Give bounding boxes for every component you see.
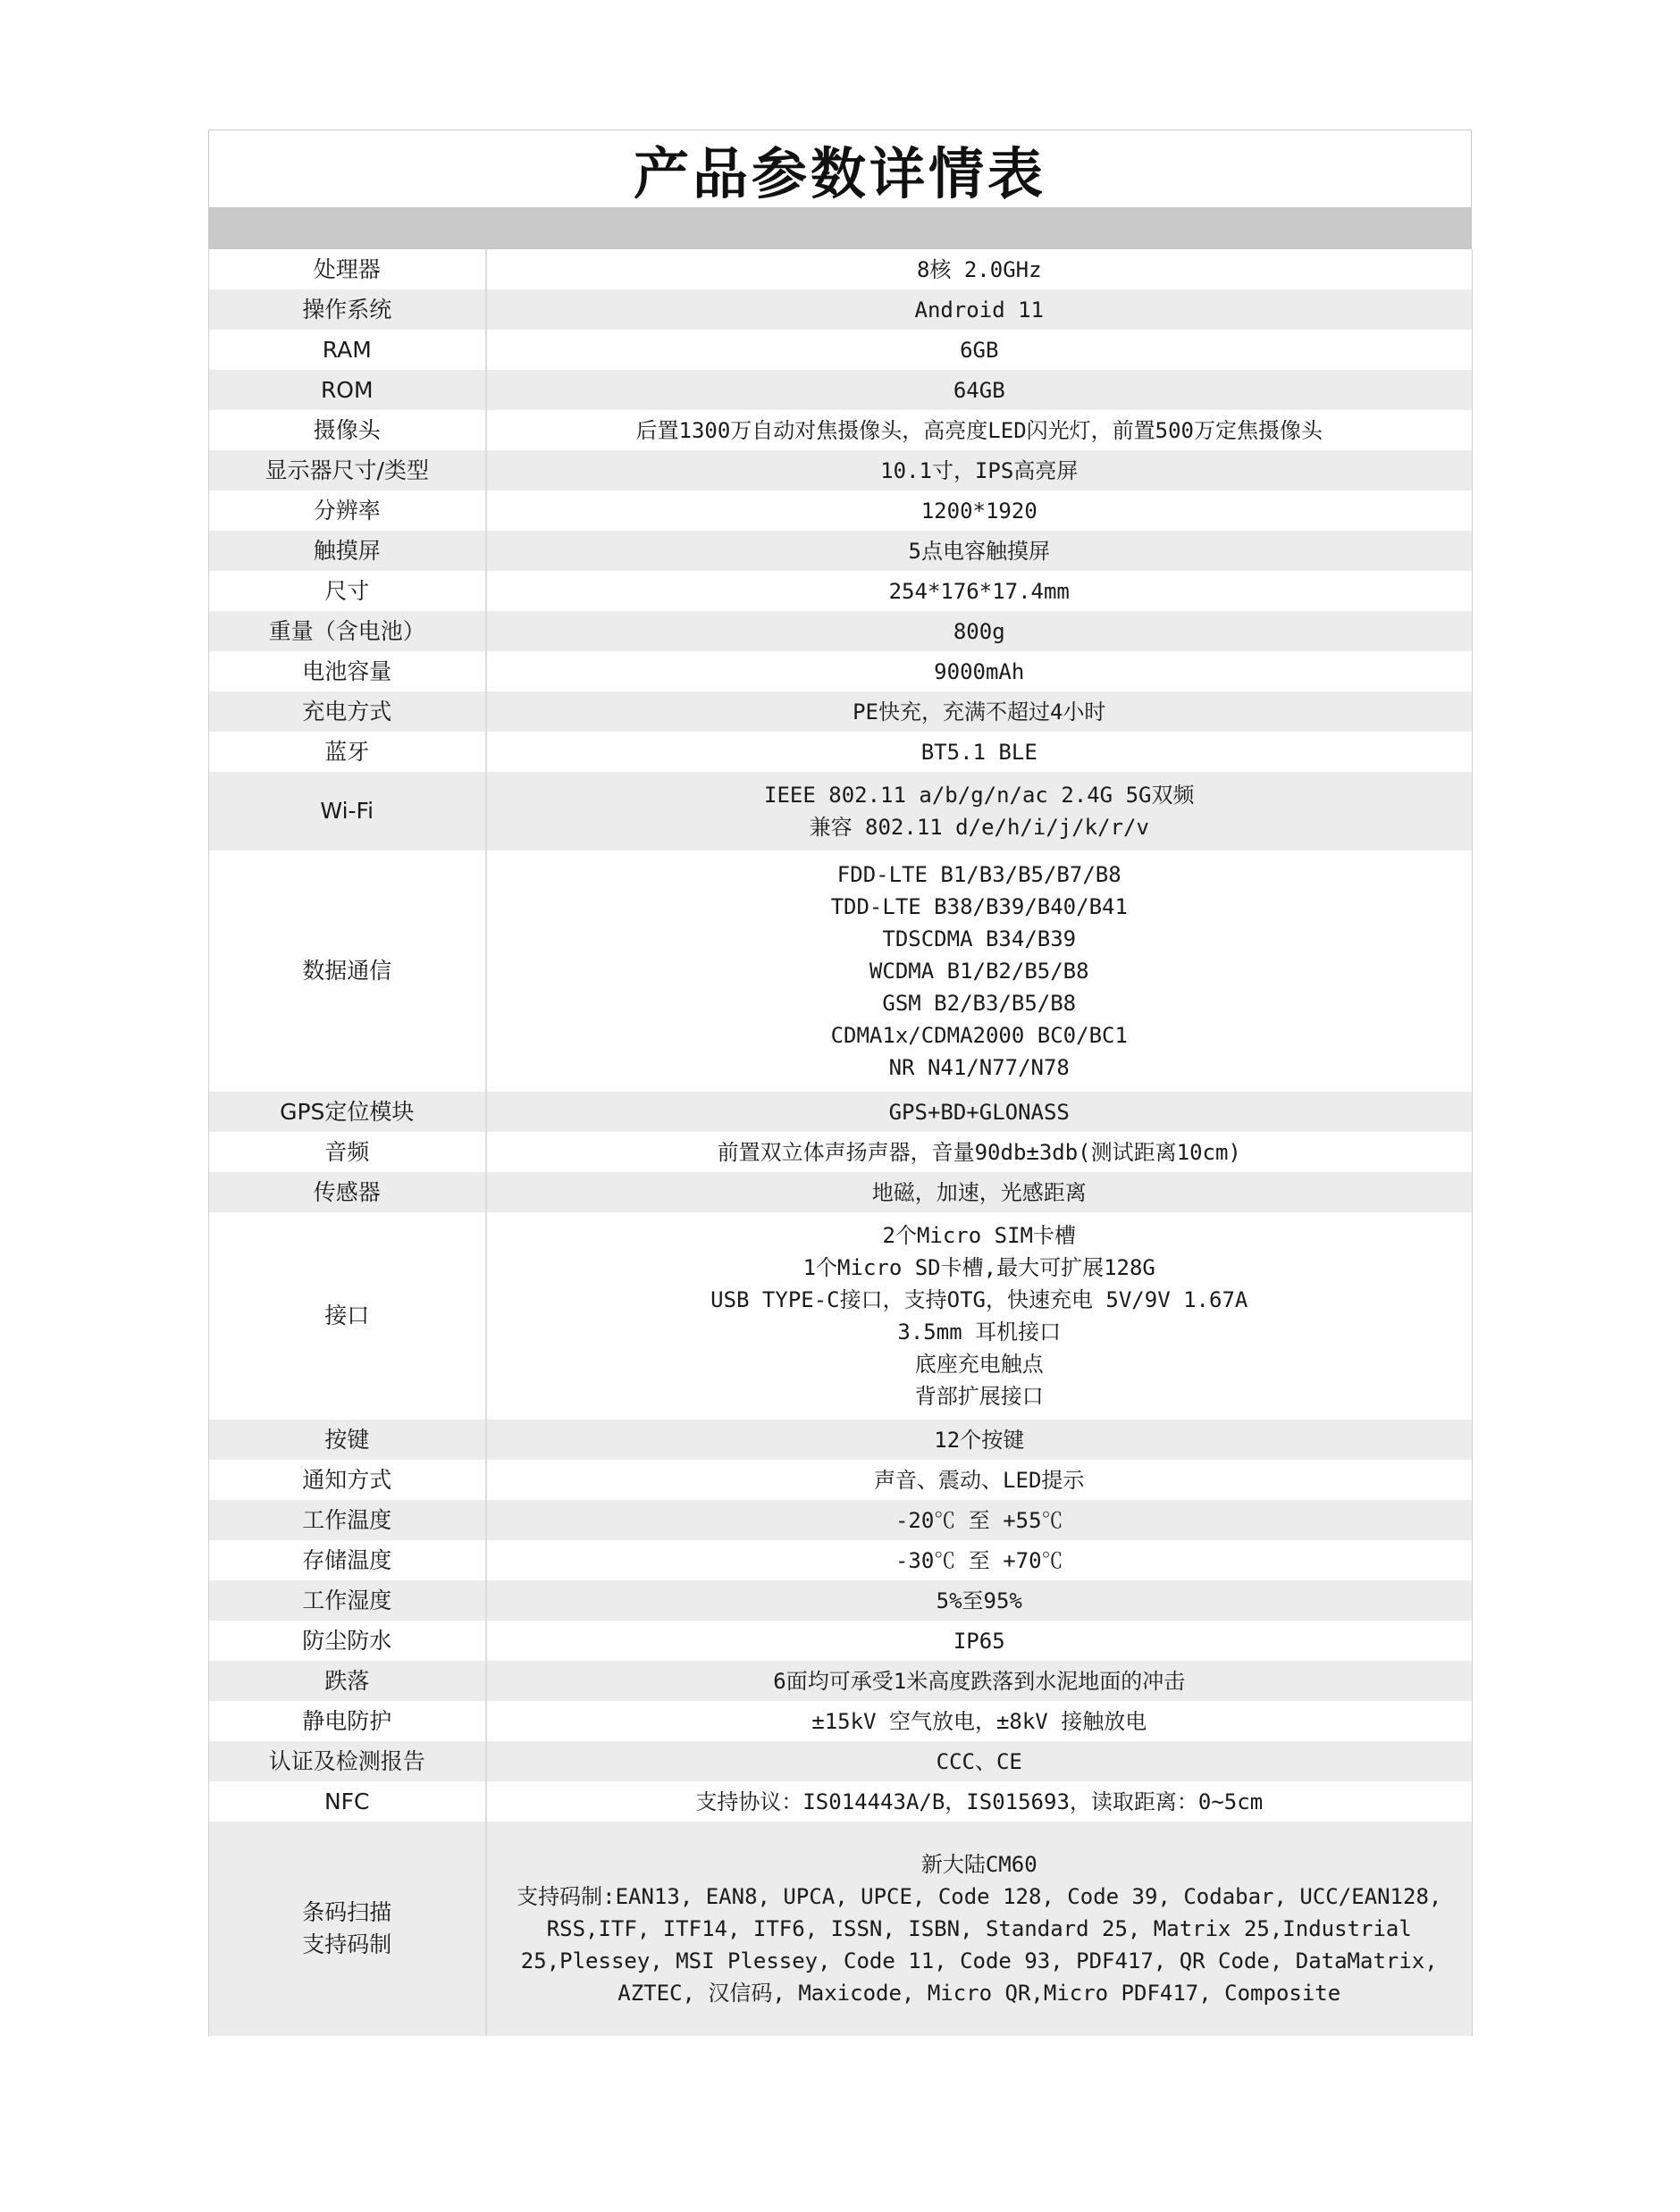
row-value-line: 声音、震动、LED提示 — [874, 1467, 1085, 1493]
row-label: 处理器 — [209, 249, 486, 289]
table-row — [209, 330, 1473, 370]
row-value-line: 254*176*17.4mm — [888, 578, 1070, 604]
row-value-line: TDD-LTE B38/B39/B40/B41 — [830, 894, 1128, 919]
row-value-line: 前置双立体声扬声器，音量90db±3db(测试距离10cm) — [717, 1139, 1241, 1165]
row-value-line: 新大陆CM60 — [920, 1852, 1037, 1877]
row-value-line: IP65 — [953, 1628, 1005, 1654]
row-value-line: -20℃ 至 +55℃ — [895, 1507, 1063, 1533]
row-label-line: 支持码制 — [302, 1931, 392, 1957]
table-row — [209, 1092, 1473, 1132]
row-label: RAM — [209, 330, 486, 370]
table-row — [209, 1701, 1473, 1741]
row-value — [486, 611, 1473, 651]
row-value — [486, 1621, 1473, 1661]
row-value — [486, 850, 1473, 1092]
row-label: 操作系统 — [209, 289, 486, 330]
row-label: 数据通信 — [209, 850, 486, 1092]
row-value — [486, 289, 1473, 330]
row-value-line: CDMA1x/CDMA2000 BC0/BC1 — [830, 1023, 1128, 1048]
row-value-line: 后置1300万自动对焦摄像头，高亮度LED闪光灯，前置500万定焦摄像头 — [635, 417, 1323, 443]
table-row — [209, 1822, 1473, 2036]
row-value-line: IEEE 802.11 a/b/g/n/ac 2.4G 5G双频 — [764, 783, 1195, 808]
table-row — [209, 370, 1473, 410]
row-value — [486, 490, 1473, 531]
row-value-line: NR N41/N77/N78 — [888, 1055, 1070, 1080]
row-label: 摄像头 — [209, 410, 486, 450]
table-row — [209, 611, 1473, 651]
row-label: 充电方式 — [209, 691, 486, 732]
row-value-line: Android 11 — [914, 297, 1044, 323]
row-value-line: 支持协议：IS014443A/B，IS015693，读取距离：0~5cm — [695, 1789, 1264, 1814]
row-value — [486, 1822, 1473, 2036]
row-value — [486, 691, 1473, 732]
table-row — [209, 850, 1473, 1092]
row-value — [486, 1132, 1473, 1172]
row-value-line: GPS+BD+GLONASS — [888, 1099, 1070, 1125]
row-value — [486, 1540, 1473, 1580]
spec-table — [208, 249, 1473, 2036]
row-value-line: 800g — [953, 618, 1005, 644]
row-value-line: 背部扩展接口 — [914, 1384, 1044, 1409]
row-value-line: 6面均可承受1米高度跌落到水泥地面的冲击 — [773, 1668, 1186, 1694]
row-value-line: 1200*1920 — [920, 498, 1037, 524]
row-label: 蓝牙 — [209, 732, 486, 772]
row-label: 传感器 — [209, 1172, 486, 1212]
row-value-line: 兼容 802.11 d/e/h/i/j/k/r/v — [809, 815, 1149, 840]
row-label: 通知方式 — [209, 1460, 486, 1500]
table-row — [209, 571, 1473, 611]
row-value-line: ±15kV 空气放电，±8kV 接触放电 — [811, 1708, 1147, 1734]
row-value-line: 底座充电触点 — [914, 1352, 1044, 1377]
table-row — [209, 1621, 1473, 1661]
row-value — [486, 1420, 1473, 1460]
row-label: 存储温度 — [209, 1540, 486, 1580]
row-label: NFC — [209, 1781, 486, 1822]
row-label: 触摸屏 — [209, 531, 486, 571]
page-title: 产品参数详情表 — [208, 130, 1472, 207]
row-label — [209, 1822, 486, 2036]
row-value-line: 地磁，加速，光感距离 — [871, 1179, 1087, 1205]
row-value — [486, 410, 1473, 450]
row-label: 音频 — [209, 1132, 486, 1172]
row-value — [486, 1172, 1473, 1212]
row-value — [486, 450, 1473, 490]
table-row — [209, 1500, 1473, 1540]
table-row — [209, 1540, 1473, 1580]
table-row — [209, 732, 1473, 772]
table-row — [209, 1460, 1473, 1500]
spec-table-body — [209, 249, 1473, 2036]
row-value-line: 10.1寸，IPS高亮屏 — [880, 457, 1079, 483]
row-value-line: 1个Micro SD卡槽,最大可扩展128G — [802, 1255, 1155, 1280]
row-label: 电池容量 — [209, 651, 486, 691]
table-row — [209, 1781, 1473, 1822]
spec-sheet — [208, 130, 1472, 2036]
table-row — [209, 490, 1473, 531]
row-value-line: 6GB — [960, 337, 999, 363]
row-value-line: USB TYPE-C接口，支持OTG，快速充电 5V/9V 1.67A — [710, 1287, 1248, 1312]
row-value — [486, 249, 1473, 289]
row-label: ROM — [209, 370, 486, 410]
row-value — [486, 1741, 1473, 1781]
row-value-line: CCC、CE — [936, 1748, 1022, 1774]
row-value — [486, 370, 1473, 410]
row-label: 重量（含电池） — [209, 611, 486, 651]
row-value-line: 25,Plessey, MSI Plessey, Code 11, Code 93, PDF417, QR Code, DataMatrix, — [520, 1948, 1438, 1973]
row-label: 接口 — [209, 1212, 486, 1420]
row-value-line: PE快充，充满不超过4小时 — [853, 699, 1106, 725]
row-value-line: WCDMA B1/B2/B5/B8 — [869, 959, 1089, 984]
table-row — [209, 1172, 1473, 1212]
row-label: 工作温度 — [209, 1500, 486, 1540]
row-label: 按键 — [209, 1420, 486, 1460]
row-value — [486, 1092, 1473, 1132]
table-row — [209, 1420, 1473, 1460]
row-label: 分辨率 — [209, 490, 486, 531]
header-band — [208, 207, 1472, 249]
table-row — [209, 450, 1473, 490]
row-value-line: TDSCDMA B34/B39 — [882, 926, 1077, 951]
table-row — [209, 772, 1473, 850]
row-value-line: -30℃ 至 +70℃ — [895, 1547, 1063, 1573]
row-value-line: RSS,ITF, ITF14, ITF6, ISSN, ISBN, Standard 25, Matrix 25,Industrial — [546, 1916, 1412, 1941]
table-row — [209, 1741, 1473, 1781]
row-value — [486, 330, 1473, 370]
row-label: 跌落 — [209, 1661, 486, 1701]
row-label-line: 条码扫描 — [302, 1899, 392, 1925]
row-label: 工作湿度 — [209, 1580, 486, 1621]
row-value — [486, 1460, 1473, 1500]
row-value — [486, 1701, 1473, 1741]
row-value — [486, 1781, 1473, 1822]
row-label: GPS定位模块 — [209, 1092, 486, 1132]
row-value-line: FDD-LTE B1/B3/B5/B7/B8 — [836, 862, 1121, 887]
table-row — [209, 1580, 1473, 1621]
table-row — [209, 249, 1473, 289]
row-label: Wi-Fi — [209, 772, 486, 850]
row-value — [486, 772, 1473, 850]
row-value-line: 64GB — [953, 377, 1005, 403]
row-label: 认证及检测报告 — [209, 1741, 486, 1781]
row-label: 显示器尺寸/类型 — [209, 450, 486, 490]
row-value-line: 9000mAh — [934, 658, 1025, 684]
row-value-line: GSM B2/B3/B5/B8 — [882, 991, 1077, 1016]
row-value — [486, 732, 1473, 772]
table-row — [209, 1132, 1473, 1172]
row-value — [486, 1661, 1473, 1701]
row-value-line: 2个Micro SIM卡槽 — [882, 1223, 1076, 1248]
row-value — [486, 531, 1473, 571]
row-value — [486, 1580, 1473, 1621]
row-value-line: BT5.1 BLE — [920, 739, 1037, 765]
table-row — [209, 651, 1473, 691]
row-value — [486, 571, 1473, 611]
row-value-line: 8核 2.0GHz — [916, 256, 1042, 282]
table-row — [209, 410, 1473, 450]
row-value-line: 3.5mm 耳机接口 — [897, 1320, 1062, 1345]
table-row — [209, 1212, 1473, 1420]
table-row — [209, 289, 1473, 330]
row-label: 静电防护 — [209, 1701, 486, 1741]
row-label: 防尘防水 — [209, 1621, 486, 1661]
row-value-line: 12个按键 — [934, 1427, 1025, 1453]
table-row — [209, 1661, 1473, 1701]
row-label: 尺寸 — [209, 571, 486, 611]
row-value-line: 5%至95% — [936, 1588, 1022, 1613]
row-value-line: AZTEC, 汉信码, Maxicode, Micro QR,Micro PDF417, Composite — [617, 1981, 1341, 2006]
table-row — [209, 531, 1473, 571]
row-value — [486, 1500, 1473, 1540]
row-value — [486, 1212, 1473, 1420]
row-value — [486, 651, 1473, 691]
row-value-line: 支持码制:EAN13, EAN8, UPCA, UPCE, Code 128, Code 39, Codabar, UCC/EAN128, — [517, 1884, 1442, 1909]
table-row — [209, 691, 1473, 732]
row-value-line: 5点电容触摸屏 — [908, 538, 1050, 564]
